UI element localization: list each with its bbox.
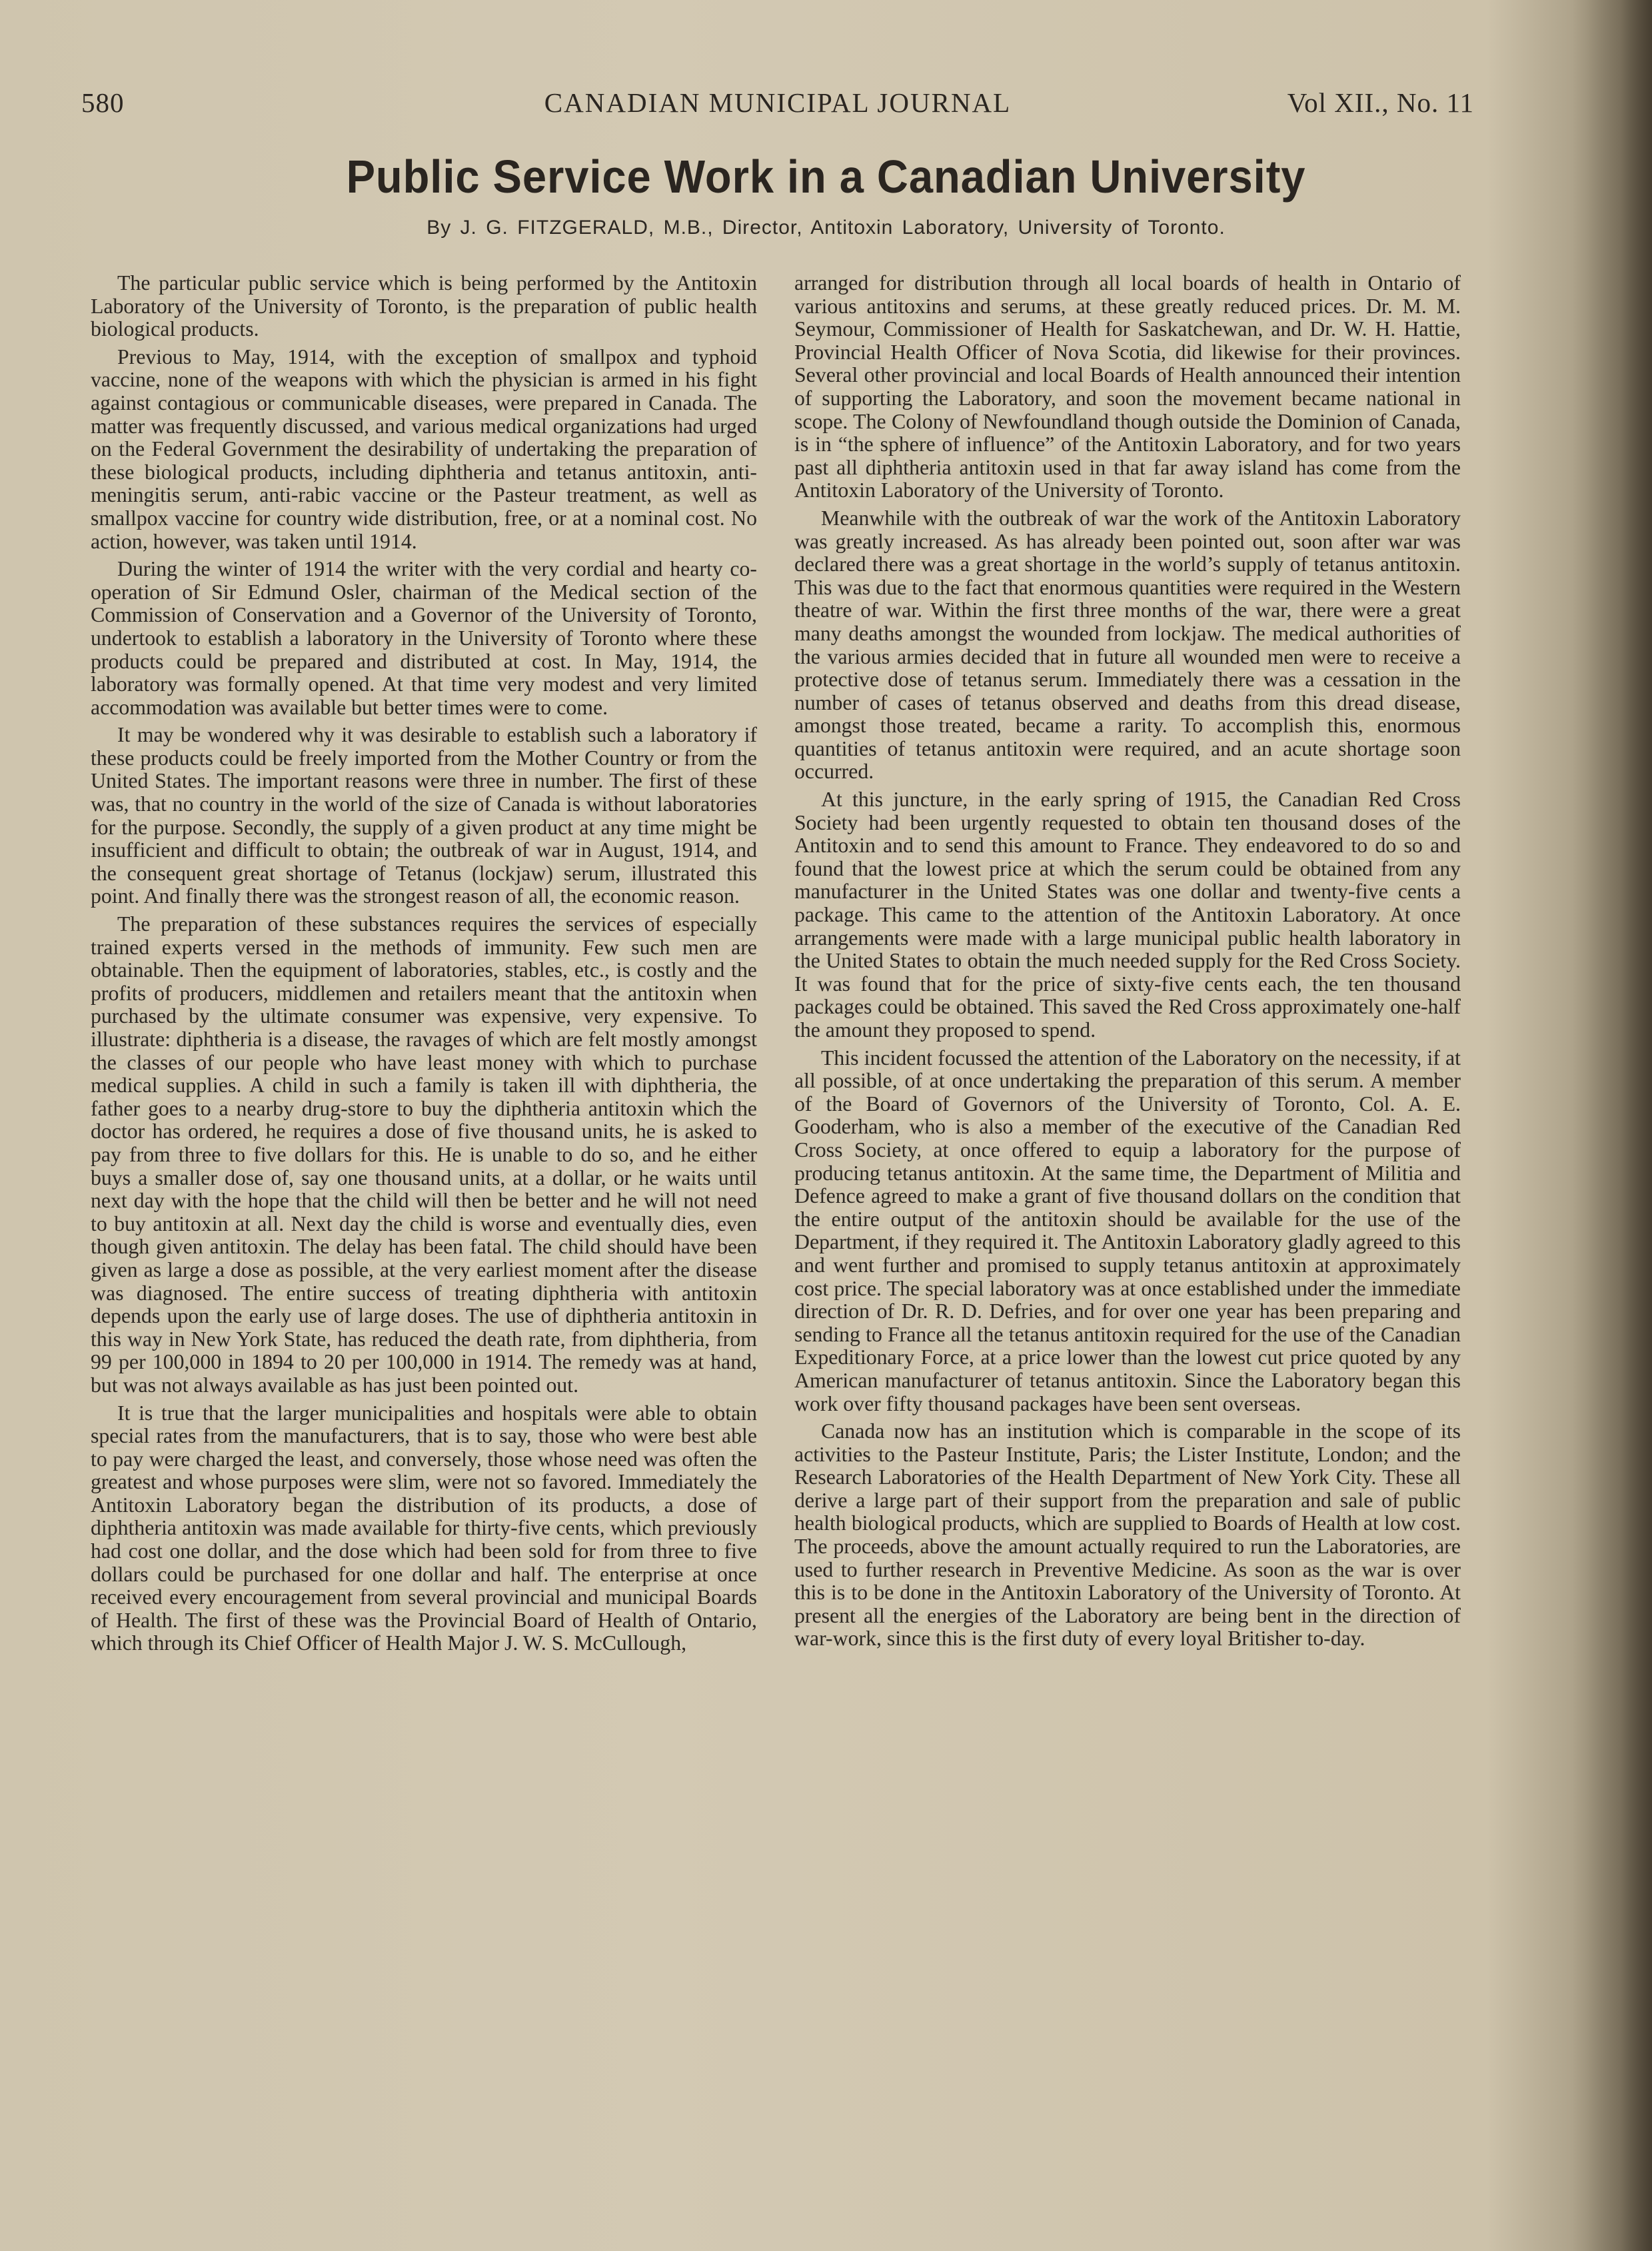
paragraph: Meanwhile with the outbreak of war the work of the Antitoxin Laboratory was greatly increased. As has already been pointed out, soon after war was declared there was a great shortage in the world’s supply of tetanus antitoxin. This was due to the fact that enormous quantities were required in the Western theatre of war. Within the first three months of the war, there were a great many deaths amongst the wounded from lockjaw. The medical authorities of the various armies decided that in future all wounded men were to receive a protective dose of tetanus serum. Immediately there was a cessation in the number of cases of tetanus observed and deaths from this dread disease, amongst those treated, became a rarity. To accomplish this, enormous quantities of tetanus antitoxin were required, and an acute shortage soon occurred. xyxy=(794,506,1461,784)
page-number: 580 xyxy=(81,87,125,118)
paragraph: It is true that the larger municipalities and hospitals were able to obtain special rates from the manufacturers, that is to say, those who were best able to pay were charged the least, and conversely, those whose need was often the greatest and whose purposes were slim, were not so favored. Immediately the Antitoxin Laboratory began the distribution of its products, a dose of diphtheria antitoxin was made available for thirty-five cents, which previously had cost one dollar, and the dose which had been sold for from three to five dollars could be purchased for one dollar and half. The enterprise at once received every encouragement from several provincial and municipal Boards of Health. The first of these was the Provincial Board of Health of Ontario, which through its Chief Officer of Health Major J. W. S. McCullough, xyxy=(91,1401,757,1655)
binding-shadow xyxy=(1572,0,1652,2251)
right-column xyxy=(794,272,1461,1655)
left-column xyxy=(91,272,757,1660)
paragraph: Previous to May, 1914, with the exception of smallpox and typhoid vaccine, none of the weapons with which the physician is armed in his fight against contagious or communicable diseases, were prepared in Canada. The matter was frequently discussed, and various medical organizations had urged on the Federal Government the desirability of undertaking the preparation of these biological products, including diphtheria and tetanus antitoxin, anti-meningitis serum, anti-rabic vaccine or the Pasteur treatment, as well as smallpox vaccine for country wide distribution, free, or at a nominal cost. No action, however, was taken until 1914. xyxy=(91,345,757,553)
paragraph: Canada now has an institution which is comparable in the scope of its activities to the Pasteur Institute, Paris; the Lister Institute, London; and the Research Laboratories of the Health Department of New York City. These all derive a large part of their support from the preparation and sale of public health biological products, which are supplied to Boards of Health at low cost. The proceeds, above the amount actually required to run the Laboratories, are used to further research in Preventive Medicine. As soon as the war is over this is to be done in the Antitoxin Laboratory of the University of Toronto. At present all the energies of the Laboratory are being bent in the direction of war-work, since this is the first duty of every loyal Britisher to-day. xyxy=(794,1419,1461,1651)
journal-name: CANADIAN MUNICIPAL JOURNAL xyxy=(544,87,1012,118)
issue-label: Vol XII., No. 11 xyxy=(1287,87,1474,118)
paragraph: It may be wondered why it was desirable to establish such a laboratory if these products could be freely imported from the Mother Country or from the United States. The important reasons were three in number. The first of these was, that no country in the world of the size of Canada is without laboratories for the purpose. Secondly, the supply of a given product at any time might be insufficient and difficult to obtain; the outbreak of war in August, 1914, and the consequent great shortage of Tetanus (lockjaw) serum, illustrated this point. And finally there was the strongest reason of all, the economic reason. xyxy=(91,723,757,908)
paragraph: During the winter of 1914 the writer with the very cordial and hearty co-operation of Sir Edmund Osler, chairman of the Medical section of the Commission of Conservation and a Governor of the University of Toronto, undertook to establish a laboratory in the University of Toronto where these products could be prepared and distributed at cost. In May, 1914, the laboratory was formally opened. At that time very modest and very limited accommodation was available but better times were to come. xyxy=(91,557,757,719)
paragraph: This incident focussed the attention of the Laboratory on the necessity, if at all possible, of at once undertaking the preparation of this serum. A member of the Board of Governors of the University of Toronto, Col. A. E. Gooderham, who is also a member of the executive of the Canadian Red Cross Society, at once offered to equip a laboratory for the purpose of producing tetanus antitoxin. At the same time, the Department of Militia and Defence agreed to make a grant of five thousand dollars on the condition that the entire output of the antitoxin should be available for the use of the Department, if they required it. The Antitoxin Laboratory gladly agreed to this and went further and promised to supply tetanus antitoxin at approximately cost price. The special laboratory was at once established under the immediate direction of Dr. R. D. Defries, and for over one year has been preparing and sending to France all the tetanus antitoxin required for the use of the Canadian Expeditionary Force, at a price lower than the lowest cut price quoted by any American manufacturer of tetanus antitoxin. Since the Laboratory began this work over fifty thousand packages have been sent overseas. xyxy=(794,1046,1461,1415)
paragraph: arranged for distribution through all local boards of health in Ontario of various antitoxins and serums, at these greatly reduced prices. Dr. M. M. Seymour, Commissioner of Health for Saskatchewan, and Dr. W. H. Hattie, Provincial Health Officer of Nova Scotia, did likewise for their provinces. Several other provincial and local Boards of Health announced their intention of supporting the Laboratory, and soon the movement became national in scope. The Colony of Newfoundland though outside the Dominion of Canada, is in “the sphere of influence” of the Antitoxin Laboratory, and for two years past all diphtheria antitoxin used in that far away island has come from the Antitoxin Laboratory of the University of Toronto. xyxy=(794,271,1461,502)
paragraph: The preparation of these substances requires the services of especially trained experts versed in the methods of immunity. Few such men are obtainable. Then the equipment of laboratories, stables, etc., is costly and the profits of producers, middlemen and retailers meant that the antitoxin when purchased by the ultimate consumer was expensive, very expensive. To illustrate: diphtheria is a disease, the ravages of which are felt mostly amongst the classes of our people who have least money with which to purchase medical supplies. A child in such a family is taken ill with diphtheria, the father goes to a nearby drug-store to buy the diphtheria antitoxin which the doctor has ordered, he requires a dose of five thousand units, he is asked to pay from three to five dollars for this. He is unable to do so, and he either buys a smaller dose of, say one thousand units, at a dollar, or he waits until next day with the hope that the child will then be better and he will not need to buy antitoxin at all. Next day the child is worse and eventually dies, even though given antitoxin. The delay has been fatal. The child should have been given as large a dose as possible, at the very earliest moment after the disease was diagnosed. The entire success of treating diphtheria with antitoxin depends upon the early use of large doses. The use of diphtheria antitoxin in this way in New York State, has reduced the death rate, from diphtheria, from 99 per 100,000 in 1894 to 20 per 100,000 in 1914. The remedy was at hand, but was not always available as has just been pointed out. xyxy=(91,912,757,1397)
paragraph: At this juncture, in the early spring of 1915, the Canadian Red Cross Society had been urgently requested to obtain ten thousand doses of the Antitoxin and to send this amount to France. They endeavored to do so and found that the lowest price at which the serum could be obtained from any manufacturer in the United States was one dollar and twenty-five cents a package. This came to the attention of the Antitoxin Laboratory. At once arrangements were made with a large municipal public health laboratory in the United States to obtain the much needed supply for the Red Cross Society. It was found that for the price of sixty-five cents each, the ten thousand packages could be obtained. This saved the Red Cross approximately one-half the amount they proposed to spend. xyxy=(794,788,1461,1042)
article-title: Public Service Work in a Canadian University xyxy=(346,151,1306,203)
article-byline: By J. G. FITZGERALD, M.B., Director, Antitoxin Laboratory, University of Toronto. xyxy=(426,217,1226,239)
paragraph: The particular public service which is being performed by the Antitoxin Laboratory of the University of Toronto, is the preparation of public health biological products. xyxy=(91,271,757,341)
running-header xyxy=(81,87,1474,127)
